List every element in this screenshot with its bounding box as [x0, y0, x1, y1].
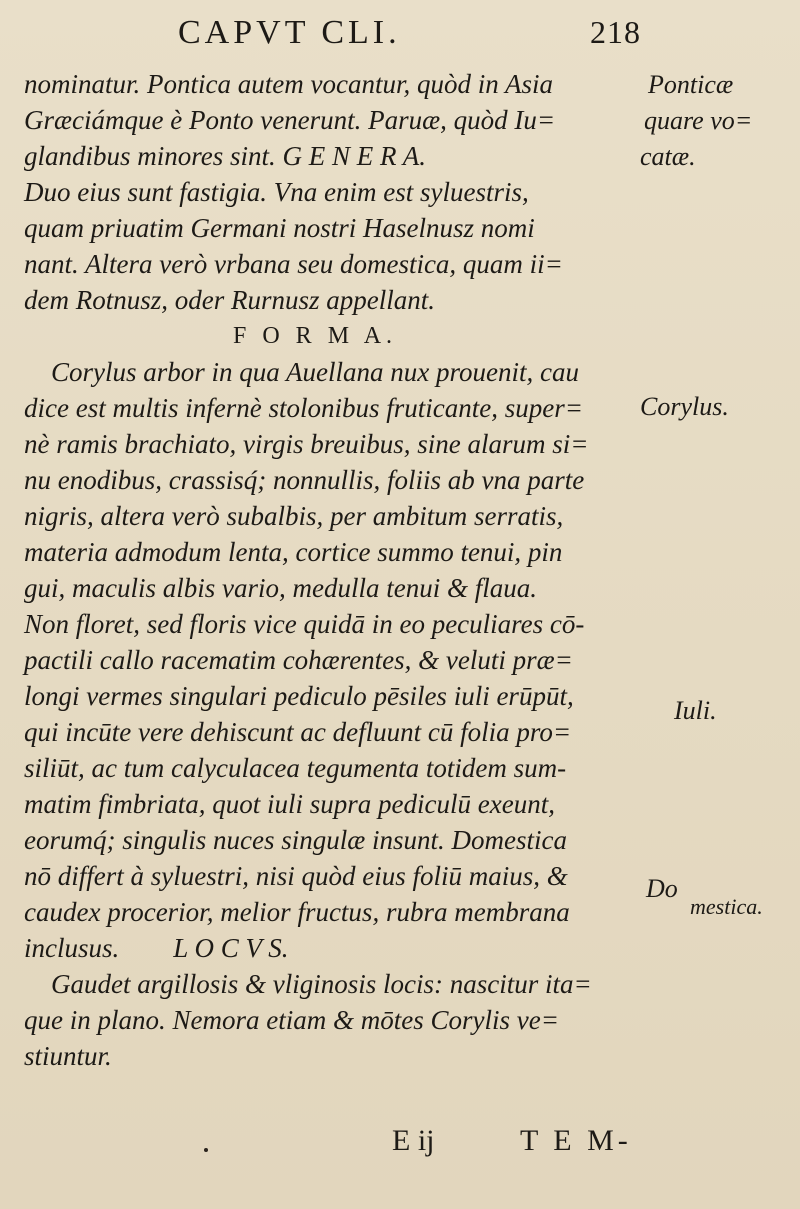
section-heading-forma: F O R M A.: [24, 323, 398, 349]
text-line-13: nigris, altera verò subalbis, per ambitum serratis,: [24, 501, 564, 531]
main-text-block: [24, 66, 634, 1074]
text-line-17: pactili callo racematim cohærentes, & veluti præ=: [24, 645, 573, 675]
catchword: T E M-: [520, 1124, 632, 1157]
page-number: 218: [590, 14, 641, 50]
margin-note-catae: catæ.: [640, 142, 696, 171]
text-line-1: nominatur. Pontica autem vocantur, quòd in Asia: [24, 69, 553, 99]
text-line-15: gui, maculis albis vario, medulla tenui & flaua.: [24, 573, 537, 603]
text-line-18: longi vermes singulari pediculo pēsiles iuli erūpūt,: [24, 681, 574, 711]
running-head: CAPVT CLI.: [178, 14, 401, 51]
text-line-21: matim fimbriata, quot iuli supra pediculū exeunt,: [24, 789, 555, 819]
text-line-14: materia admodum lenta, cortice summo tenui, pin: [24, 537, 563, 567]
signature-mark: E ij: [392, 1124, 435, 1157]
text-line-7: dem Rotnusz, oder Rurnusz appellant.: [24, 285, 435, 315]
text-line-22: eorumq́; singulis nuces singulæ insunt. Domestica: [24, 825, 567, 855]
margin-note-pontica: Ponticæ: [648, 70, 734, 99]
page-footer: [0, 1124, 800, 1174]
text-line-2: Græciámque è Ponto venerunt. Paruæ, quòd Iu=: [24, 105, 556, 135]
text-line-27: que in plano. Nemora etiam & mōtes Corylis ve=: [24, 1005, 559, 1035]
text-line-3: glandibus minores sint. G E N E R A.: [24, 141, 427, 171]
page-header: [0, 14, 800, 54]
text-line-24: caudex procerior, melior fructus, rubra membrana: [24, 897, 570, 927]
text-line-11: nè ramis brachiato, virgis breuibus, sine alarum si=: [24, 429, 589, 459]
text-line-12: nu enodibus, crassisq́; nonnullis, foliis ab vna parte: [24, 465, 585, 495]
text-line-4: Duo eius sunt fastigia. Vna enim est syluestris,: [24, 177, 529, 207]
text-line-5: quam priuatim Germani nostri Haselnusz nomi: [24, 213, 535, 243]
margin-note-domestica-1: Do: [646, 874, 678, 903]
text-line-6: nant. Altera verò vrbana seu domestica, quam ii=: [24, 249, 563, 279]
text-line-25-locus: inclusus. L O C V S.: [24, 933, 289, 963]
text-line-16: Non floret, sed floris vice quidā in eo peculiares cō-: [24, 609, 585, 639]
margin-note-iuli: Iuli.: [674, 696, 717, 725]
text-line-26: Gaudet argillosis & vliginosis locis: nascitur ita=: [24, 969, 592, 999]
text-line-28: stiuntur.: [24, 1041, 112, 1071]
margin-note-corylus: Corylus.: [640, 392, 729, 421]
text-line-23: nō differt à syluestri, nisi quòd eius foliū maius, &: [24, 861, 568, 891]
text-line-19: qui incūte vere dehiscunt ac defluunt cū folia pro=: [24, 717, 572, 747]
ink-dot: [204, 1148, 208, 1152]
text-line-10: dice est multis infernè stolonibus fruticante, super=: [24, 393, 583, 423]
text-line-9: Corylus arbor in qua Auellana nux prouenit, cau: [24, 357, 579, 387]
margin-note-domestica-2: mestica.: [690, 894, 763, 919]
text-line-20: siliūt, ac tum calyculacea tegumenta totidem sum-: [24, 753, 567, 783]
margin-note-quare: quare vo=: [644, 106, 753, 135]
